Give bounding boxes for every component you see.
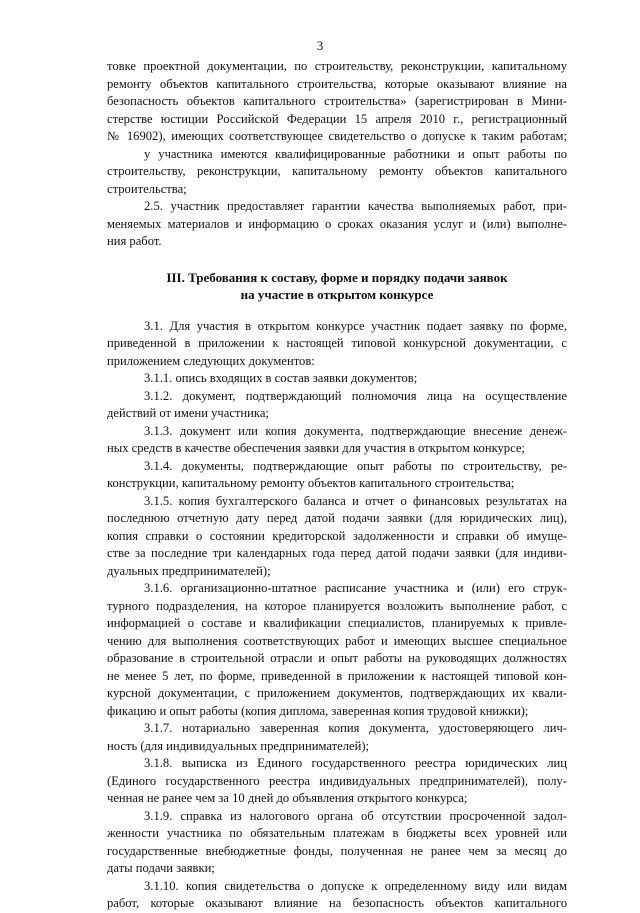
paragraph-3-1-7 <box>107 720 567 755</box>
text-line: ремонту объектов капитального строительства, которые оказывают влияние на <box>107 76 567 91</box>
text-line: чению для выполнения соответствующих работ и имеющих высшее специальное <box>107 633 567 648</box>
text-line: курсной документации, с приложением документов, подтверждающих их квали- <box>107 686 567 700</box>
text-line: 3.1.2. документ, подтверждающий полномочия лица на осуществление <box>144 388 567 403</box>
text-line: у участника имеются квалифицированные работники и опыт работы по <box>144 146 567 161</box>
text-line: последнюю отчетную дату перед датой подачи заявки (для юридических лиц), <box>107 511 567 525</box>
text-line: приложением следующих документов: <box>107 353 315 368</box>
paragraph-3-1-2 <box>107 388 567 423</box>
text-line: образование в строительной отрасли и опыт работы на руководящих должностях <box>107 651 567 665</box>
text-line: стерстве юстиции Российской Федерации 15 апреля 2010 г., регистрационный <box>107 111 567 126</box>
text-line: работ, которые оказывают влияние на безопасность объектов капитального <box>107 896 567 910</box>
text-line: не менее 5 лет, по форме, приведенной в приложении к настоящей типовой кон- <box>107 668 567 683</box>
heading-line: III. Требования к составу, форме и порядку подачи заявок <box>166 269 508 285</box>
text-line: 3.1.6. организационно-штатное расписание участника и (или) его струк- <box>144 581 567 595</box>
text-line: 3.1.8. выписка из Единого государственного реестра юридических лиц <box>144 756 567 770</box>
text-line: 3.1.7. нотариально заверенная копия документа, удостоверяющего лич- <box>144 721 567 735</box>
paragraph-3-1-6 <box>107 580 567 720</box>
paragraph-3-1-3 <box>107 423 567 458</box>
text-line: 3.1. Для участия в открытом конкурсе участник подает заявку по форме, <box>144 318 567 333</box>
text-line: 3.1.10. копия свидетельства о допуске к определенному виду или видам <box>144 878 567 893</box>
paragraph-qualified-workers <box>107 146 567 199</box>
paragraph-2-5 <box>107 198 567 251</box>
text-line: женности участника по обязательным платежам в бюджеты всех уровней или <box>107 826 567 840</box>
text-line: 2.5. участник предоставляет гарантии качества выполняемых работ, при- <box>144 199 567 213</box>
paragraph-3-1-10 <box>107 878 567 913</box>
page-number: 3 <box>316 38 324 53</box>
text-line: 3.1.3. документ или копия документа, подтверждающие внесение денеж- <box>144 423 567 438</box>
paragraph-continuation <box>107 58 567 146</box>
paragraph-3-1-5 <box>107 493 567 581</box>
text-line: ность (для индивидуальных предпринимателей); <box>107 738 370 753</box>
text-line: даты подачи заявки; <box>107 861 215 875</box>
text-line: ченная не ранее чем за 10 дней до объявления открытого конкурса; <box>107 791 468 805</box>
text-line: копия справки о состоянии кредиторской задолженности и справки об имуще- <box>107 528 567 543</box>
text-line: безопасность объектов капитального строительства» (зарегистрирован в Мини- <box>107 94 567 108</box>
text-line: приведенной в приложении к настоящей типовой конкурсной документации, с <box>107 336 567 350</box>
text-line: информацией о составе и квалификации специалистов, планируемых к привле- <box>107 616 567 630</box>
text-line: турного подразделения, на которое планируется возложить выполнение работ, с <box>107 598 567 613</box>
text-line: меняемых материалов и информацию о сроках оказания услуг и (или) выполне- <box>107 216 567 231</box>
text-line: № 16902), имеющих соответствующее свидетельство о допуске к таким работам; <box>107 129 567 143</box>
text-line: стве за последние три календарных года перед датой подачи заявки (для индиви- <box>107 546 567 560</box>
text-line: (Единого государственного реестра индивидуальных предпринимателей), полу- <box>107 773 567 788</box>
paragraph-3-1-8 <box>107 755 567 808</box>
heading-line: на участие в открытом конкурсе <box>240 287 434 302</box>
text-line: ных средств в качестве обеспечения заявки для участия в открытом конкурсе; <box>107 441 525 455</box>
text-line: ния работ. <box>107 234 162 248</box>
document-body <box>107 58 567 913</box>
text-line: 3.1.4. документы, подтверждающие опыт работы по строительству, ре- <box>144 458 567 473</box>
paragraph-3-1 <box>107 318 567 371</box>
text-line: фикацию и опыт работы (копия диплома, заверенная копия трудовой книжки); <box>107 703 529 718</box>
text-line: государственные внебюджетные фонды, полученная не ранее чем за месяц до <box>107 843 567 858</box>
text-line: строительства; <box>107 181 187 196</box>
paragraph-3-1-4 <box>107 458 567 493</box>
text-line: 3.1.5. копия бухгалтерского баланса и отчет о финансовых результатах на <box>144 493 567 508</box>
text-line: дуальных предпринимателей); <box>107 563 271 578</box>
text-line: 3.1.1. опись входящих в состав заявки документов; <box>144 371 418 385</box>
paragraph-3-1-9 <box>107 808 567 878</box>
paragraph-3-1-1 <box>107 370 567 388</box>
text-line: 3.1.9. справка из налогового органа об отсутствии просроченной задол- <box>144 808 567 823</box>
text-line: строительству, реконструкции, капитальному ремонту объектов капитального <box>107 164 567 178</box>
text-line: конструкции, капитальному ремонту объектов капитального строительства; <box>107 476 515 490</box>
text-line: действий от имени участника; <box>107 406 269 420</box>
section-heading <box>107 269 567 304</box>
text-line: товке проектной документации, по строительству, реконструкции, капитальному <box>107 59 567 73</box>
